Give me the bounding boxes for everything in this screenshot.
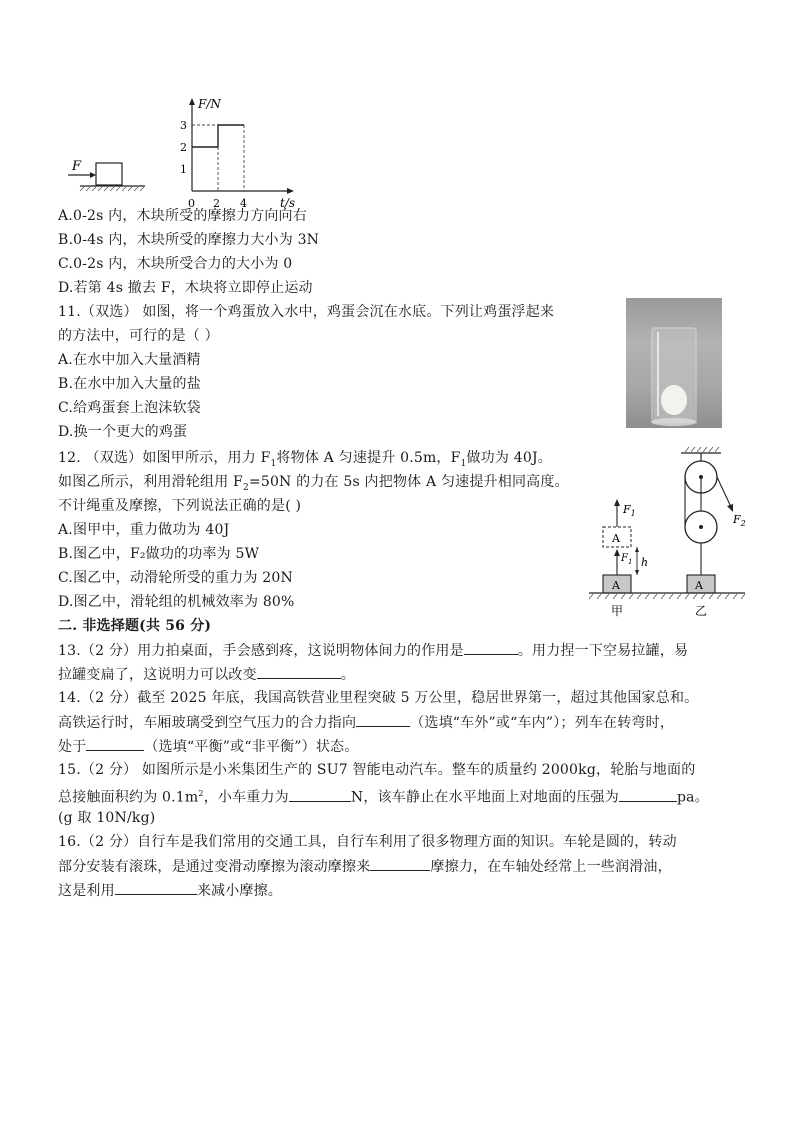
q11-stem-line1: 11.（双选） 如图，将一个鸡蛋放入水中，鸡蛋会沉在水底。下列让鸡蛋浮起来 — [58, 304, 555, 320]
q13-line2: 拉罐变扁了，这说明力可以改变 。 — [58, 664, 355, 685]
force-arrowhead — [90, 172, 96, 178]
y-tick-1: 1 — [180, 163, 187, 176]
q12-option-a: A.图甲中，重力做功为 40J — [58, 522, 230, 538]
q11-stem-line2: 的方法中，可行的是（ ） — [58, 328, 219, 344]
q11-option-c: C.给鸡蛋套上泡沫软袋 — [58, 400, 201, 416]
q12-option-b: B.图乙中，F₂做功的功率为 5W — [58, 546, 260, 562]
f2-label: $F_2$ — [733, 513, 746, 528]
svg-text:A: A — [695, 579, 703, 592]
glass-of-water-illustration — [626, 298, 722, 428]
svg-text:A: A — [612, 532, 620, 545]
q13-line1: 13.（2 分）用力拍桌面，手会感到疼，这说明物体间力的作用是 。用力捏一下空易拉罐，易 — [58, 640, 688, 661]
q15-line3: (g 取 10N/kg) — [58, 810, 156, 826]
block-force-figure — [60, 150, 150, 200]
label-yi: 乙 — [695, 604, 708, 618]
x-tick-0: 0 — [188, 197, 195, 210]
force-label: F — [72, 159, 82, 174]
q12-stem-line3: 不计绳重及摩擦，下列说法正确的是( ) — [58, 498, 302, 514]
q11-option-d: D.换一个更大的鸡蛋 — [58, 424, 188, 440]
wooden-block — [96, 163, 122, 185]
force-time-chart — [170, 95, 315, 210]
force-series-line — [192, 125, 244, 147]
x-tick-4: 4 — [240, 197, 247, 210]
q10-option-c: C.0-2s 内，木块所受合力的大小为 0 — [58, 256, 293, 272]
q12-stem-line2: 如图乙所示，利用滑轮组用 $F_2=50N$ 的力在 5s 内把物体 A 匀速提升相同高度。 — [58, 474, 569, 493]
q12-option-d: D.图乙中，滑轮组的机械效率为 80% — [58, 594, 295, 610]
pulley-diagram — [585, 445, 760, 620]
q12-option-c: C.图乙中，动滑轮所受的重力为 20N — [58, 570, 293, 586]
x-axis-label: t/s — [280, 196, 296, 210]
y-axis-arrowhead — [189, 98, 195, 105]
f1-label-bottom: $F_1$ — [621, 553, 633, 566]
q10-option-a: A.0-2s 内，木块所受的摩擦力方向向右 — [58, 208, 307, 224]
y-tick-2: 2 — [180, 141, 187, 154]
q14-line3: 处于 （选填“平衡”或“非平衡”）状态。 — [58, 736, 358, 757]
egg — [661, 385, 687, 415]
q16-line2: 部分安装有滚珠，是通过变滑动摩擦为滚动摩擦来 摩擦力，在车轴处经常上一些润滑油， — [58, 856, 672, 877]
label-jia: 甲 — [611, 604, 624, 618]
svg-text:A: A — [612, 579, 620, 592]
svg-text:h: h — [641, 556, 649, 569]
q11-option-a: A.在水中加入大量酒精 — [58, 352, 201, 368]
f1-label-top: $F_1$ — [623, 503, 636, 518]
q10-option-b: B.0-4s 内，木块所受的摩擦力大小为 3N — [58, 232, 320, 248]
q16-line3: 这是利用 来减小摩擦。 — [58, 880, 282, 901]
x-tick-2: 2 — [213, 197, 220, 210]
q15-line2: 总接触面积约为 $0.1m^2$，小车重力为 N，该车静止在水平地面上对地面的压强为 pa。 — [58, 784, 709, 808]
q12-stem-line1: 12. （双选）如图甲所示，用力 $F_1$将物体 A 匀速提升 0.5m，$F_1$做功为 40J。 — [58, 450, 552, 469]
q14-line1: 14.（2 分）截至 2025 年底，我国高铁营业里程突破 5 万公里，稳居世界第一，超过其他国家总和。 — [58, 690, 699, 706]
section-heading: 二. 非选择题(共 56 分) — [58, 618, 212, 634]
q10-option-d: D.若第 4s 撤去 F，木块将立即停止运动 — [58, 280, 313, 296]
x-axis-arrowhead — [287, 188, 294, 194]
q11-option-b: B.在水中加入大量的盐 — [58, 376, 201, 392]
q15-line1: 15.（2 分） 如图所示是小米集团生产的 SU7 智能电动汽车。整车的质量约 2000kg，轮胎与地面的 — [58, 762, 696, 778]
egg-in-water-photo — [626, 298, 722, 428]
q16-line1: 16.（2 分）自行车是我们常用的交通工具，自行车利用了很多物理方面的知识。车轮是圆的，转动 — [58, 834, 677, 850]
y-tick-3: 3 — [180, 119, 187, 132]
y-axis-label: F/N — [198, 97, 221, 111]
q14-line2: 高铁运行时，车厢玻璃受到空气压力的合力指向 （选填“车外”或“车内”）；列车在转弯时， — [58, 712, 674, 733]
